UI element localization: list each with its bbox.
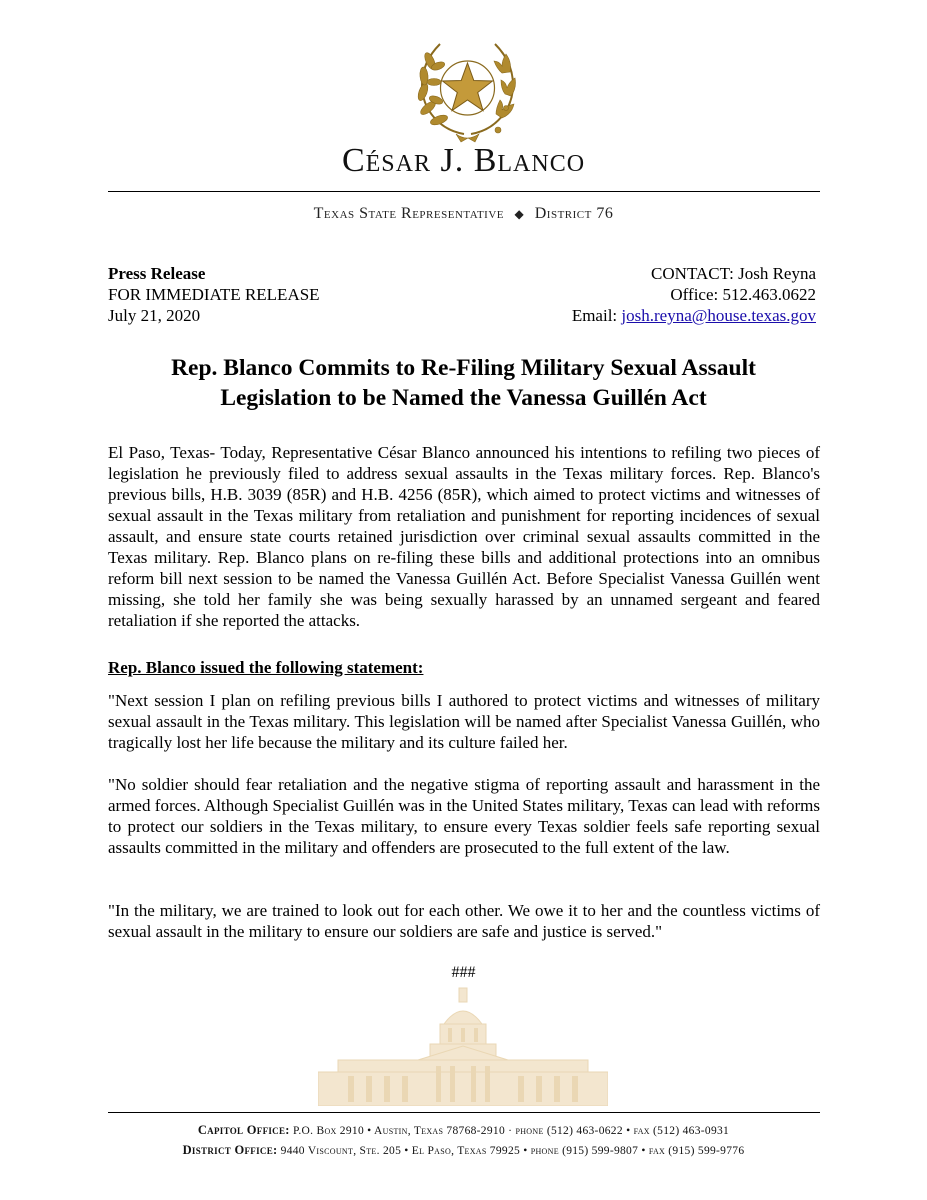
diamond-separator-icon: ◆ xyxy=(514,207,525,221)
release-info xyxy=(108,263,320,326)
headline-line-1: Rep. Blanco Commits to Re-Filing Military Sexual Assault xyxy=(171,355,756,381)
capitol-office-line xyxy=(0,1123,927,1138)
letterhead-divider xyxy=(108,191,820,192)
release-date: July 21, 2020 xyxy=(108,306,201,325)
email-label: Email: xyxy=(571,306,618,325)
district-office-address: 9440 Viscount, Ste. 205 • El Paso, Texas 79925 • phone (915) 599-9807 • fax (915) 599-9776 xyxy=(280,1145,745,1157)
statement-heading: Rep. Blanco issued the following statement: xyxy=(108,658,424,677)
footer-divider xyxy=(108,1112,820,1113)
quote-paragraph-3: "In the military, we are trained to look out for each other. We owe it to her and the countless victims of sexual assault in the military to ensure our soldiers are safe and justice is served." xyxy=(108,901,820,941)
capitol-office-address: P.O. Box 2910 • Austin, Texas 78768-2910 · phone (512) 463-0622 • fax (512) 463-0931 xyxy=(292,1125,730,1137)
body-paragraph-1: El Paso, Texas- Today, Representative César Blanco announced his intentions to refiling two pieces of legislation he previously filed to address sexual assaults in the Texas military forces. Rep. Blanco's previous bills, H.B. 3039 (85R) and H.B. 4256 (85R), which aimed to protect victims and witnesses of sexual assault in the Texas military from retaliation and punishment for reporting incidences of sexual assault, and ensure state courts retained jurisdiction over criminal sexual assaults committed in the Texas military. Rep. Blanco plans on re-filing these bills and additional protections into an omnibus reform bill next session to be named the Vanessa Guillén Act. Before Specialist Vanessa Guillén went missing, she told her family she was being sexually harassed by an unnamed sergeant and feared retaliation if she reported the attacks. xyxy=(108,443,820,630)
texas-seal-icon xyxy=(410,30,525,148)
headline-line-2: Legislation to be Named the Vanessa Guillén Act xyxy=(220,385,707,411)
headline xyxy=(90,353,837,413)
release-type: FOR IMMEDIATE RELEASE xyxy=(108,285,320,304)
subtitle-district: District 76 xyxy=(534,205,614,222)
subtitle-role: Texas State Representative xyxy=(313,205,504,222)
district-office-label: District Office: xyxy=(182,1143,278,1157)
quote-paragraph-1: "Next session I plan on refiling previous bills I authored to protect victims and witnesses of military sexual assault in the Texas military. This legislation will be named after Specialist Vanessa Guillén, who tragically lost her life because the military and its culture failed her. xyxy=(108,691,820,752)
contact-name: CONTACT: Josh Reyna xyxy=(651,264,816,283)
contact-info xyxy=(572,263,816,326)
press-release-label: Press Release xyxy=(108,264,206,283)
quote-paragraph-2: "No soldier should fear retaliation and the negative stigma of reporting assault and harassment in the armed forces. Although Specialist Guillén was in the United States military, Texas can lead with reforms to protect our soldiers in the Texas military, to ensure every Texas soldier feels safe reporting sexual assaults committed in the military and offenders are prosecuted to the full extent of the law. xyxy=(108,775,820,857)
contact-email-line xyxy=(572,305,816,326)
district-office-line xyxy=(0,1143,927,1158)
texas-capitol-building-icon xyxy=(318,980,608,1106)
letterhead-subtitle xyxy=(0,205,927,223)
capitol-office-label: Capitol Office: xyxy=(197,1123,290,1137)
representative-name: César J. Blanco xyxy=(341,142,586,179)
contact-office-phone: Office: 512.463.0622 xyxy=(670,285,816,304)
email-link[interactable]: josh.reyna@house.texas.gov xyxy=(621,306,816,325)
end-mark: ### xyxy=(451,964,476,981)
